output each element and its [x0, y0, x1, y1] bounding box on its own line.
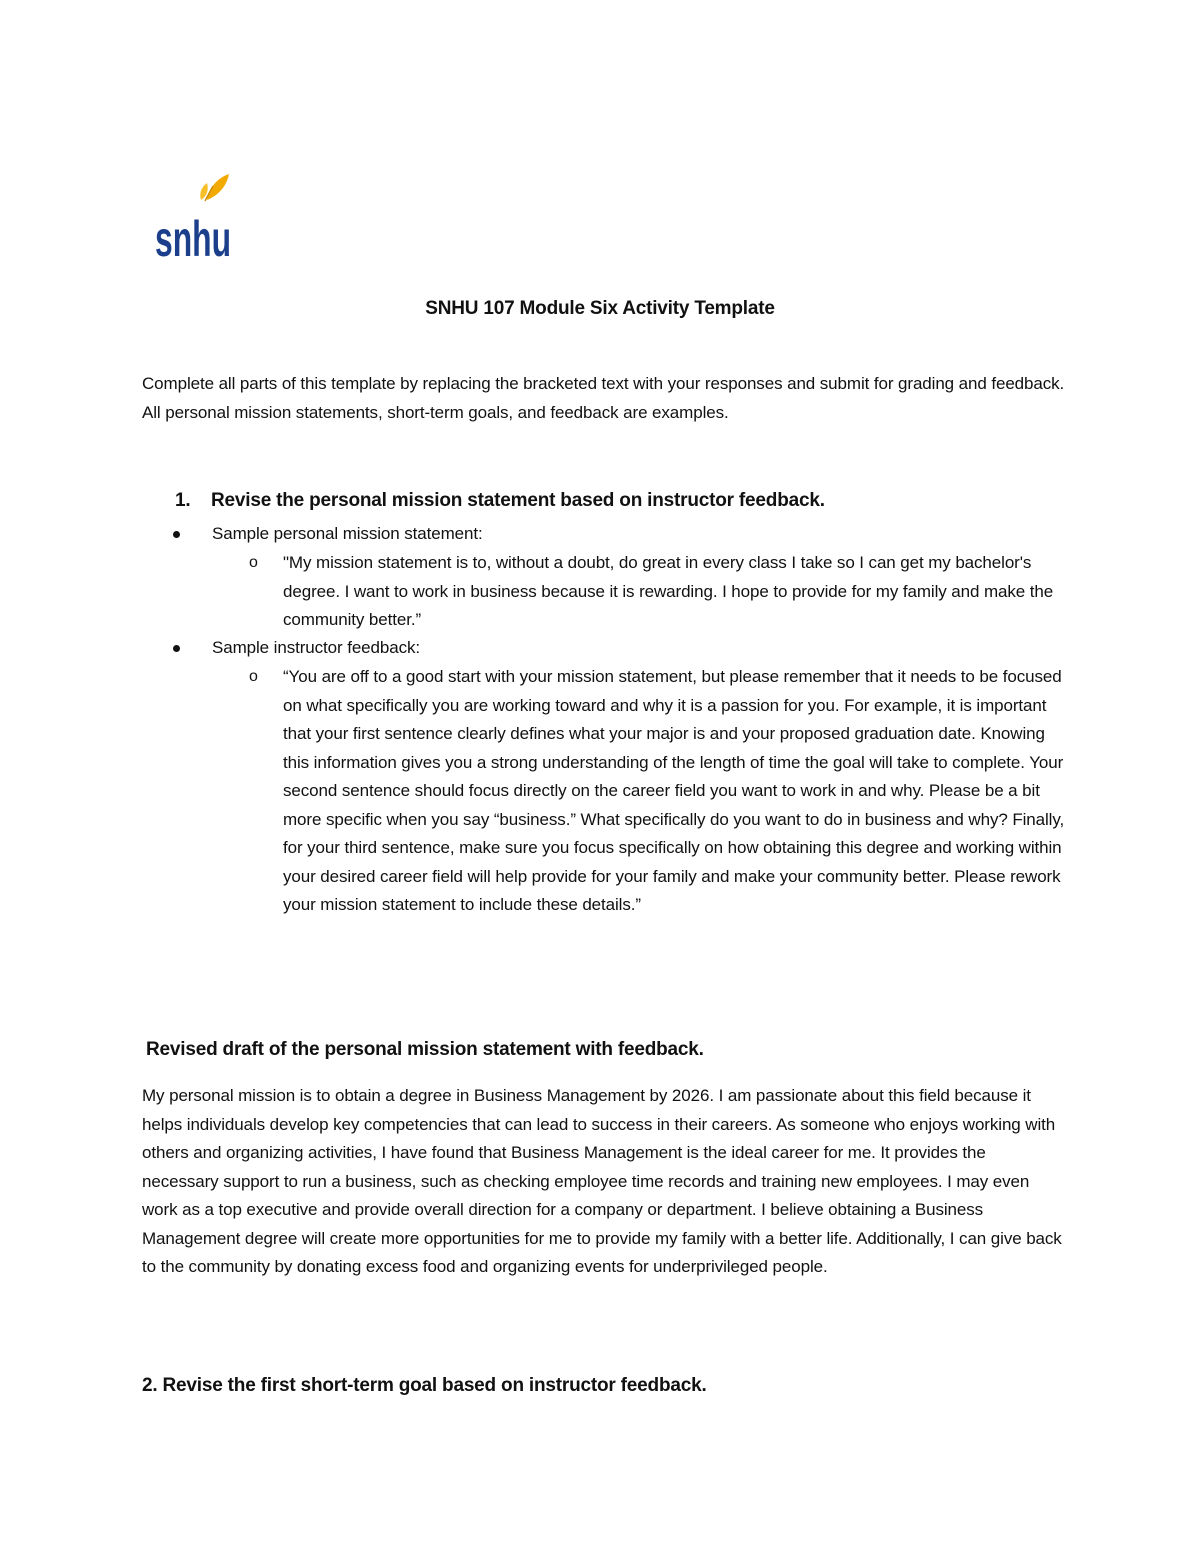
page-title: SNHU 107 Module Six Activity Template — [425, 298, 775, 319]
bullet-label-feedback: Sample instructor feedback: — [212, 638, 421, 657]
list-item — [212, 634, 420, 663]
snhu-logo — [155, 170, 235, 267]
revised-draft-heading: Revised draft of the personal mission statement with feedback. — [146, 1039, 704, 1060]
sample-mission-statement: "My mission statement is to, without a doubt, do great in every class I take so I can get my bachelor's degree. I want to work in business because it is rewarding. I hope to provide for my family and make the community better.” — [283, 553, 1054, 629]
list-item — [212, 520, 483, 549]
sub-bullet-icon: o — [249, 668, 258, 685]
sub-list-item — [249, 663, 1068, 920]
section-1-heading-text: Revise the personal mission statement based on instructor feedback. — [211, 490, 825, 511]
bullet-icon — [173, 645, 180, 652]
bullet-icon — [173, 531, 180, 538]
sub-list-item — [249, 549, 1068, 635]
section-2-heading: 2. Revise the first short-term goal based on instructor feedback. — [142, 1375, 707, 1396]
bullet-label-mission: Sample personal mission statement: — [212, 524, 483, 543]
instructions-paragraph: Complete all parts of this template by replacing the bracketed text with your responses and submit for grading and feedback. All personal mission statements, short-term goals, and feedback are examples. — [142, 374, 1065, 422]
section-1-heading — [175, 490, 825, 512]
section-1-number: 1. — [175, 490, 191, 511]
sub-bullet-icon: o — [249, 554, 258, 571]
sample-instructor-feedback: “You are off to a good start with your mission statement, but please remember that it needs to be focused on what specifically you are working toward and why it is a passion for you. For example, it is important that your first sentence clearly defines what your major is and your proposed graduation date. Knowing this information gives you a strong understanding of the length of time the goal will take to complete. Your second sentence should focus directly on the career field you want to work in and why. Please be a bit more specific when you say “business.” What specifically do you want to do in business and why? Finally, for your third sentence, make sure you focus specifically on how obtaining this degree and working within your desired career field will help provide for your family and make your community better. Please rework your mission statement to include these details.” — [283, 667, 1065, 914]
revised-mission-paragraph: My personal mission is to obtain a degree in Business Management by 2026. I am passionate about this field because it helps individuals develop key competencies that can lead to success in their careers. As someone who enjoys working with others and organizing activities, I have found that Business Management is the ideal career for me. It provides the necessary support to run a business, such as checking employee time records and training new employees. I may even work as a top executive and provide overall direction for a company or department. I believe obtaining a Business Management degree will create more opportunities for me to provide my family with a better life. Additionally, I can give back to the community by donating excess food and organizing events for underprivileged people. — [142, 1086, 1062, 1276]
logo-wordmark: snhu — [155, 211, 231, 267]
leaf-icon — [155, 170, 235, 267]
